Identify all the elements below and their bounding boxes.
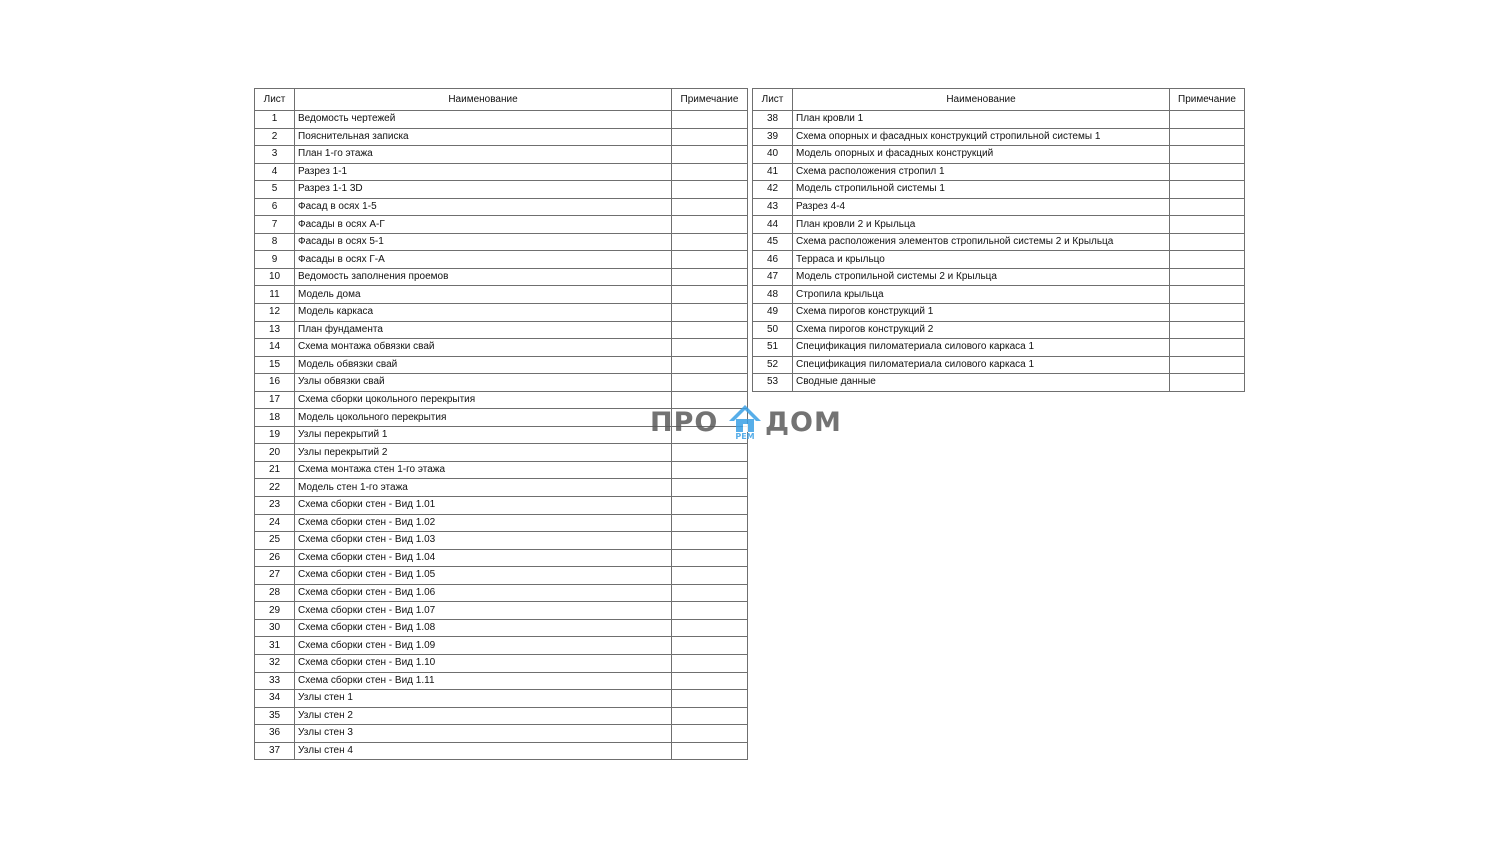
sheet-note: [1170, 181, 1245, 199]
table-row: [753, 146, 1245, 164]
sheet-number: 51: [753, 339, 793, 357]
sheet-number: 45: [753, 233, 793, 251]
sheet-note: [672, 584, 748, 602]
sheet-note: [1170, 111, 1245, 129]
watermark-logo: [650, 404, 850, 444]
sheet-name: Схема расположения элементов стропильной системы 2 и Крыльца: [793, 233, 1170, 251]
header-name: Наименование: [295, 89, 672, 111]
sheet-note: [672, 672, 748, 690]
sheet-note: [672, 514, 748, 532]
sheet-number: 27: [255, 567, 295, 585]
sheet-note: [1170, 304, 1245, 322]
watermark-text-right: ДОМ: [765, 407, 842, 438]
sheet-name: Модель опорных и фасадных конструкций: [793, 146, 1170, 164]
table-row: [255, 233, 748, 251]
sheet-note: [672, 268, 748, 286]
sheet-number: 29: [255, 602, 295, 620]
sheet-name: Стропила крыльца: [793, 286, 1170, 304]
table-row: [255, 251, 748, 269]
header-note: Примечание: [672, 89, 748, 111]
sheet-number: 41: [753, 163, 793, 181]
sheet-name: Разрез 1-1 3D: [295, 181, 672, 199]
sheet-name: Ведомость заполнения проемов: [295, 268, 672, 286]
sheet-number: 32: [255, 654, 295, 672]
sheet-number: 4: [255, 163, 295, 181]
sheet-name: Схема сборки стен - Вид 1.02: [295, 514, 672, 532]
table-row: [753, 304, 1245, 322]
sheet-name: Схема пирогов конструкций 2: [793, 321, 1170, 339]
sheet-name: Схема сборки стен - Вид 1.11: [295, 672, 672, 690]
sheet-number: 42: [753, 181, 793, 199]
sheet-name: Узлы перекрытий 2: [295, 444, 672, 462]
header-name: Наименование: [793, 89, 1170, 111]
sheet-note: [672, 637, 748, 655]
table-row: [255, 304, 748, 322]
sheet-number: 53: [753, 374, 793, 392]
sheet-number: 6: [255, 198, 295, 216]
sheet-note: [672, 146, 748, 164]
sheet-note: [1170, 268, 1245, 286]
sheet-number: 15: [255, 356, 295, 374]
sheet-number: 5: [255, 181, 295, 199]
sheet-name: Модель стен 1-го этажа: [295, 479, 672, 497]
table-row: [255, 374, 748, 392]
sheet-note: [672, 374, 748, 392]
sheet-note: [1170, 339, 1245, 357]
table-row: [255, 549, 748, 567]
sheet-name: Разрез 1-1: [295, 163, 672, 181]
table-row: [255, 619, 748, 637]
table-row: [753, 111, 1245, 129]
table-row: [753, 374, 1245, 392]
table-row: [753, 268, 1245, 286]
sheet-note: [672, 654, 748, 672]
sheet-name: Пояснительная записка: [295, 128, 672, 146]
sheet-note: [672, 479, 748, 497]
sheet-note: [1170, 374, 1245, 392]
sheet-name: Узлы стен 2: [295, 707, 672, 725]
table-row: [255, 514, 748, 532]
sheet-note: [1170, 198, 1245, 216]
sheet-number: 10: [255, 268, 295, 286]
sheet-name: Ведомость чертежей: [295, 111, 672, 129]
sheet-name: Фасад в осях 1-5: [295, 198, 672, 216]
table-row: [255, 444, 748, 462]
sheet-name: Узлы стен 3: [295, 725, 672, 743]
sheet-name: Модель стропильной системы 2 и Крыльца: [793, 268, 1170, 286]
sheet-note: [672, 549, 748, 567]
table-row: [753, 339, 1245, 357]
sheet-number: 13: [255, 321, 295, 339]
table-row: [753, 181, 1245, 199]
table-row: [255, 339, 748, 357]
table-row: [753, 321, 1245, 339]
sheet-name: Схема расположения стропил 1: [793, 163, 1170, 181]
sheet-note: [1170, 128, 1245, 146]
table-row: [255, 181, 748, 199]
sheet-note: [672, 163, 748, 181]
sheet-note: [1170, 216, 1245, 234]
sheet-note: [672, 286, 748, 304]
sheet-number: 30: [255, 619, 295, 637]
table-row: [255, 690, 748, 708]
sheet-name: Схема пирогов конструкций 1: [793, 304, 1170, 322]
sheet-note: [672, 251, 748, 269]
table-row: [753, 128, 1245, 146]
table-row: [255, 567, 748, 585]
sheet-name: Фасады в осях 5-1: [295, 233, 672, 251]
sheet-name: Спецификация пиломатериала силового каркаса 1: [793, 356, 1170, 374]
sheet-note: [672, 497, 748, 515]
sheet-number: 36: [255, 725, 295, 743]
sheet-name: Узлы перекрытий 1: [295, 426, 672, 444]
sheet-note: [1170, 356, 1245, 374]
table-row: [255, 216, 748, 234]
sheet-note: [672, 707, 748, 725]
sheet-number: 52: [753, 356, 793, 374]
sheet-note: [672, 321, 748, 339]
table-row: [255, 356, 748, 374]
sheet-number: 46: [753, 251, 793, 269]
sheet-number: 44: [753, 216, 793, 234]
sheet-number: 8: [255, 233, 295, 251]
sheet-number: 1: [255, 111, 295, 129]
table-row: [255, 128, 748, 146]
sheet-name: Терраса и крыльцо: [793, 251, 1170, 269]
sheet-number: 40: [753, 146, 793, 164]
sheet-number: 28: [255, 584, 295, 602]
sheet-name: Узлы стен 4: [295, 742, 672, 760]
sheet-name: План 1-го этажа: [295, 146, 672, 164]
sheet-number: 2: [255, 128, 295, 146]
table-row: [753, 233, 1245, 251]
sheet-number: 48: [753, 286, 793, 304]
header-note: Примечание: [1170, 89, 1245, 111]
sheet-number: 47: [753, 268, 793, 286]
sheet-number: 14: [255, 339, 295, 357]
sheet-name: Схема сборки стен - Вид 1.04: [295, 549, 672, 567]
sheet-name: Схема сборки стен - Вид 1.01: [295, 497, 672, 515]
sheet-name: Узлы стен 1: [295, 690, 672, 708]
table-row: [753, 286, 1245, 304]
sheet-note: [672, 690, 748, 708]
sheet-note: [672, 356, 748, 374]
header-sheet: Лист: [255, 89, 295, 111]
sheet-note: [672, 216, 748, 234]
sheet-name: Фасады в осях Г-А: [295, 251, 672, 269]
sheet-name: План фундамента: [295, 321, 672, 339]
sheet-name: Схема сборки стен - Вид 1.08: [295, 619, 672, 637]
sheet-note: [1170, 233, 1245, 251]
table-row: [255, 672, 748, 690]
sheet-name: План кровли 2 и Крыльца: [793, 216, 1170, 234]
sheet-name: Схема сборки стен - Вид 1.03: [295, 532, 672, 550]
right-table-body: [753, 111, 1245, 392]
sheet-note: [672, 725, 748, 743]
table-row: [255, 146, 748, 164]
sheet-name: Схема сборки стен - Вид 1.07: [295, 602, 672, 620]
table-row: [255, 742, 748, 760]
sheet-number: 26: [255, 549, 295, 567]
table-row: [255, 268, 748, 286]
sheet-number: 23: [255, 497, 295, 515]
watermark-subtext: РЕМ: [735, 432, 755, 441]
sheet-number: 39: [753, 128, 793, 146]
sheet-note: [1170, 163, 1245, 181]
table-row: [255, 532, 748, 550]
header-row: [255, 89, 748, 111]
sheet-name: Сводные данные: [793, 374, 1170, 392]
sheet-note: [672, 742, 748, 760]
sheet-note: [1170, 321, 1245, 339]
sheet-number: 25: [255, 532, 295, 550]
table-row: [255, 198, 748, 216]
sheet-number: 38: [753, 111, 793, 129]
table-row: [255, 111, 748, 129]
sheet-note: [1170, 146, 1245, 164]
sheet-number: 43: [753, 198, 793, 216]
watermark-text-left: ПРО: [650, 407, 719, 438]
table-row: [255, 461, 748, 479]
header-row: [753, 89, 1245, 111]
sheet-number: 49: [753, 304, 793, 322]
sheet-note: [672, 304, 748, 322]
table-row: [255, 637, 748, 655]
sheet-number: 50: [753, 321, 793, 339]
header-sheet: Лист: [753, 89, 793, 111]
sheet-name: Схема сборки стен - Вид 1.10: [295, 654, 672, 672]
sheet-number: 21: [255, 461, 295, 479]
sheet-note: [672, 602, 748, 620]
table-row: [255, 584, 748, 602]
sheet-number: 24: [255, 514, 295, 532]
sheet-name: Модель цокольного перекрытия: [295, 409, 672, 427]
sheet-name: Схема монтажа обвязки свай: [295, 339, 672, 357]
sheet-name: Модель стропильной системы 1: [793, 181, 1170, 199]
sheet-number: 7: [255, 216, 295, 234]
sheet-name: Схема сборки стен - Вид 1.09: [295, 637, 672, 655]
table-row: [753, 251, 1245, 269]
sheet-number: 22: [255, 479, 295, 497]
table-row: [255, 654, 748, 672]
sheet-number: 9: [255, 251, 295, 269]
sheet-number: 33: [255, 672, 295, 690]
sheet-note: [672, 128, 748, 146]
sheet-note: [672, 198, 748, 216]
sheet-name: Фасады в осях А-Г: [295, 216, 672, 234]
table-row: [255, 707, 748, 725]
sheet-name: Модель дома: [295, 286, 672, 304]
sheet-note: [672, 532, 748, 550]
sheet-note: [1170, 251, 1245, 269]
sheet-name: Модель каркаса: [295, 304, 672, 322]
table-row: [255, 497, 748, 515]
sheet-name: Схема сборки стен - Вид 1.06: [295, 584, 672, 602]
sheet-name: Спецификация пиломатериала силового каркаса 1: [793, 339, 1170, 357]
sheet-note: [672, 233, 748, 251]
table-row: [753, 216, 1245, 234]
sheet-note: [672, 339, 748, 357]
sheet-number: 34: [255, 690, 295, 708]
table-row: [753, 356, 1245, 374]
sheet-number: 18: [255, 409, 295, 427]
sheet-note: [672, 567, 748, 585]
sheet-note: [672, 111, 748, 129]
sheet-name: Схема опорных и фасадных конструкций стропильной системы 1: [793, 128, 1170, 146]
table-row: [753, 163, 1245, 181]
table-row: [255, 286, 748, 304]
table-row: [255, 163, 748, 181]
table-row: [255, 725, 748, 743]
sheet-name: Разрез 4-4: [793, 198, 1170, 216]
sheet-number: 35: [255, 707, 295, 725]
sheet-number: 12: [255, 304, 295, 322]
sheet-number: 37: [255, 742, 295, 760]
sheet-number: 11: [255, 286, 295, 304]
sheet-number: 20: [255, 444, 295, 462]
sheet-number: 19: [255, 426, 295, 444]
table-row: [753, 198, 1245, 216]
sheet-note: [672, 444, 748, 462]
sheet-note: [672, 461, 748, 479]
sheet-name: Узлы обвязки свай: [295, 374, 672, 392]
sheet-name: Модель обвязки свай: [295, 356, 672, 374]
sheet-number: 17: [255, 391, 295, 409]
sheet-name: План кровли 1: [793, 111, 1170, 129]
drawing-list-table-right: [752, 88, 1245, 392]
sheet-note: [672, 181, 748, 199]
sheet-number: 31: [255, 637, 295, 655]
sheet-name: Схема монтажа стен 1-го этажа: [295, 461, 672, 479]
table-row: [255, 479, 748, 497]
table-row: [255, 321, 748, 339]
table-row: [255, 602, 748, 620]
sheet-note: [672, 619, 748, 637]
sheet-name: Схема сборки цокольного перекрытия: [295, 391, 672, 409]
sheet-note: [1170, 286, 1245, 304]
sheet-name: Схема сборки стен - Вид 1.05: [295, 567, 672, 585]
sheet-number: 16: [255, 374, 295, 392]
sheet-number: 3: [255, 146, 295, 164]
